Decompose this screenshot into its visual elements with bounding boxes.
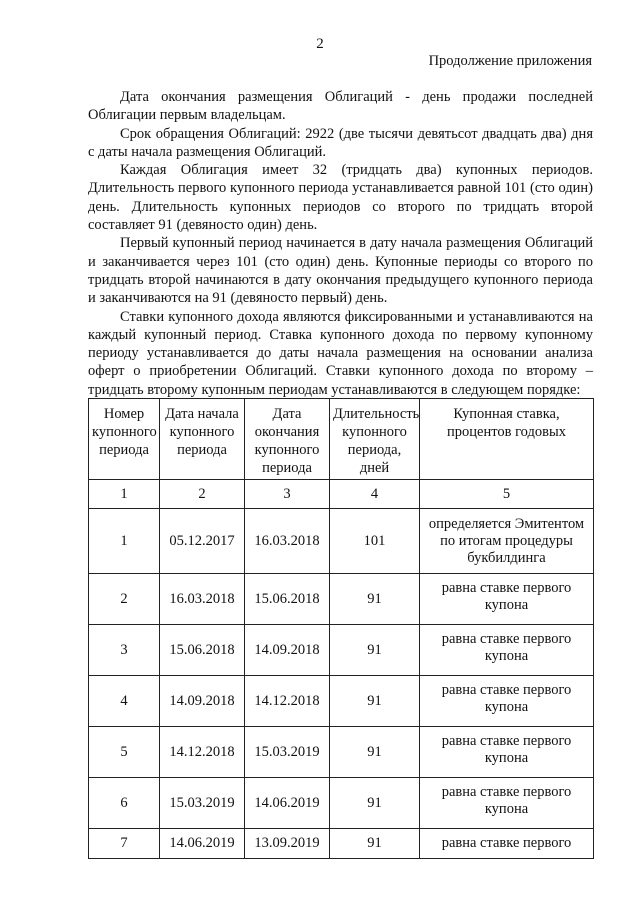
column-number: 1 (89, 480, 160, 509)
column-number: 4 (330, 480, 420, 509)
paragraph: Дата окончания размещения Облигаций - день продажи последней Облигации первым владельцам. (88, 89, 593, 124)
cell-end-date: 14.06.2019 (245, 778, 330, 829)
column-number: 5 (420, 480, 594, 509)
table-row (89, 829, 594, 859)
paragraph: Каждая Облигация имеет 32 (тридцать два) купонных периодов. Длительность первого купонного периода устанавливается равной 101 (сто один) день. Длительность купонных периодов со второго по тридцать второй составляет 91 (девяносто один) день. (88, 162, 593, 234)
header-end-date: Дата окончания купонного периода (245, 399, 330, 480)
cell-duration: 91 (330, 778, 420, 829)
cell-start-date: 14.12.2018 (160, 727, 245, 778)
cell-rate: равна ставке первого купона (420, 727, 594, 778)
paragraph: Первый купонный период начинается в дату начала размещения Облигаций и заканчивается через 101 (сто один) день. Купонные периоды со второго по тридцать второй начинаются в дату окончания предыдущего купонного периода и заканчиваются на 91 (девяносто первый) день. (88, 235, 593, 307)
table-row (89, 625, 594, 676)
paragraph: Срок обращения Облигаций: 2922 (две тысячи девятьсот двадцать два) дня с даты начала размещения Облигаций. (88, 125, 593, 160)
table-header-row (89, 399, 594, 480)
header-coupon-number: Номер купонного периода (89, 399, 160, 480)
cell-end-date: 14.12.2018 (245, 676, 330, 727)
appendix-continuation-header: Продолжение приложения (428, 53, 592, 69)
cell-duration: 91 (330, 676, 420, 727)
header-coupon-rate: Купонная ставка, процентов годовых (420, 399, 594, 480)
cell-number: 1 (89, 509, 160, 574)
cell-rate: равна ставке первого купона (420, 778, 594, 829)
cell-duration: 91 (330, 727, 420, 778)
table-row (89, 676, 594, 727)
cell-number: 5 (89, 727, 160, 778)
column-number: 2 (160, 480, 245, 509)
cell-duration: 91 (330, 574, 420, 625)
header-start-date: Дата начала купонного периода (160, 399, 245, 480)
cell-number: 6 (89, 778, 160, 829)
cell-number: 3 (89, 625, 160, 676)
cell-start-date: 15.03.2019 (160, 778, 245, 829)
table-row (89, 574, 594, 625)
cell-end-date: 15.03.2019 (245, 727, 330, 778)
cell-start-date: 05.12.2017 (160, 509, 245, 574)
cell-number: 2 (89, 574, 160, 625)
cell-start-date: 14.09.2018 (160, 676, 245, 727)
cell-start-date: 14.06.2019 (160, 829, 245, 859)
cell-duration: 91 (330, 625, 420, 676)
paragraph: Ставки купонного дохода являются фиксированными и устанавливаются на каждый купонный период. Ставка купонного дохода по первому купонному периоду устанавливается до даты начала размещения на основании анализа оферт о приобретении Облигаций. Ставки купонного дохода по второму – тридцать второму купонным периодам устанавливаются в следующем порядке: (88, 308, 593, 398)
cell-rate: определяется Эмитентом по итогам процедуры букбилдинга (420, 509, 594, 574)
column-number: 3 (245, 480, 330, 509)
table-row (89, 778, 594, 829)
page-number: 2 (316, 36, 324, 52)
document-body (88, 88, 593, 399)
cell-end-date: 14.09.2018 (245, 625, 330, 676)
cell-duration: 101 (330, 509, 420, 574)
cell-end-date: 13.09.2019 (245, 829, 330, 859)
cell-end-date: 16.03.2018 (245, 509, 330, 574)
cell-rate: равна ставке первого купона (420, 625, 594, 676)
cell-rate: равна ставке первого купона (420, 676, 594, 727)
cell-rate: равна ставке первого купона (420, 574, 594, 625)
cell-start-date: 15.06.2018 (160, 625, 245, 676)
cell-end-date: 15.06.2018 (245, 574, 330, 625)
cell-number: 7 (89, 829, 160, 859)
column-number-row (89, 480, 594, 509)
header-duration: Длительность купонного периода, дней (330, 399, 420, 480)
cell-start-date: 16.03.2018 (160, 574, 245, 625)
table-row (89, 727, 594, 778)
coupon-schedule-table (88, 398, 594, 859)
cell-rate: равна ставке первого (420, 829, 594, 859)
cell-number: 4 (89, 676, 160, 727)
cell-duration: 91 (330, 829, 420, 859)
table-row (89, 509, 594, 574)
